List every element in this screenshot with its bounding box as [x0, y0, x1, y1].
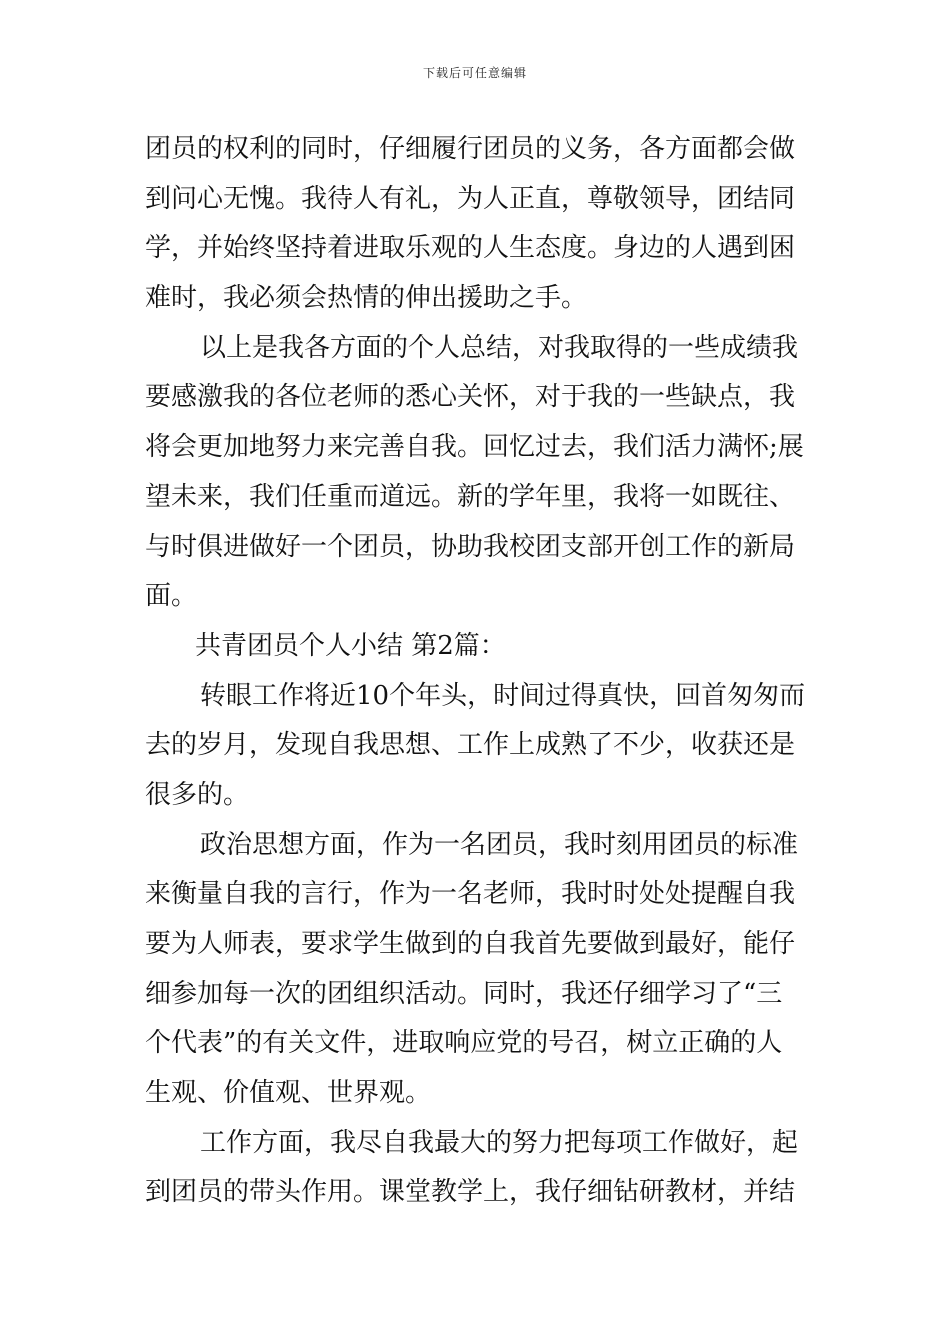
text-line: 工作方面，我尽自我最大的努力把每项工作做好，起 [200, 1127, 799, 1158]
text-line: 政治思想方面，作为一名团员，我时刻用团员的标准 [200, 829, 799, 860]
text-line: 转眼工作将近10个年头，时间过得真快，回首匆匆而 [200, 680, 806, 711]
text-line: 要为人师表，要求学生做到的自我首先要做到最好，能仔 [145, 929, 796, 959]
text-line: 个代表”的有关文件，进取响应党的号召，树立正确的人 [145, 1028, 783, 1059]
text-line: 学，并始终坚持着进取乐观的人生态度。身边的人遇到困 [145, 233, 796, 264]
text-line: 望未来，我们任重而道远。新的学年里，我将一如既往、 [145, 481, 796, 512]
text-line: 细参加每一次的团组织活动。同时，我还仔细学习了“三 [145, 978, 783, 1009]
text-line: 要感激我的各位老师的悉心关怀，对于我的一些缺点，我 [145, 382, 796, 413]
text-line: 生观、价值观、世界观。 [145, 1078, 432, 1109]
text-line: 面。 [145, 581, 198, 612]
text-line: 到问心无愧。我待人有礼，为人正直，尊敬领导，团结同 [145, 183, 796, 214]
text-line: 来衡量自我的言行，作为一名老师，我时时处处提醒自我 [145, 879, 796, 910]
text-line: 与时俱进做好一个团员，协助我校团支部开创工作的新局 [145, 531, 796, 562]
document-body [145, 125, 810, 1218]
text-line: 很多的。 [145, 779, 250, 810]
text-line: 以上是我各方面的个人总结，对我取得的一些成绩我 [200, 332, 799, 363]
text-line: 团员的权利的同时，仔细履行团员的义务，各方面都会做 [145, 134, 796, 164]
section-heading: 共青团员个人小结 第2篇： [195, 630, 506, 661]
page-header: 下载后可任意编辑 [422, 66, 527, 80]
text-line: 到团员的带头作用。课堂教学上，我仔细钻研教材，并结 [145, 1177, 796, 1208]
text-line: 去的岁月，发现自我思想、工作上成熟了不少，收获还是 [145, 730, 796, 761]
text-line: 难时，我必须会热情的伸出援助之手。 [145, 283, 588, 314]
text-line: 将会更加地努力来完善自我。回忆过去，我们活力满怀;展 [145, 432, 804, 463]
